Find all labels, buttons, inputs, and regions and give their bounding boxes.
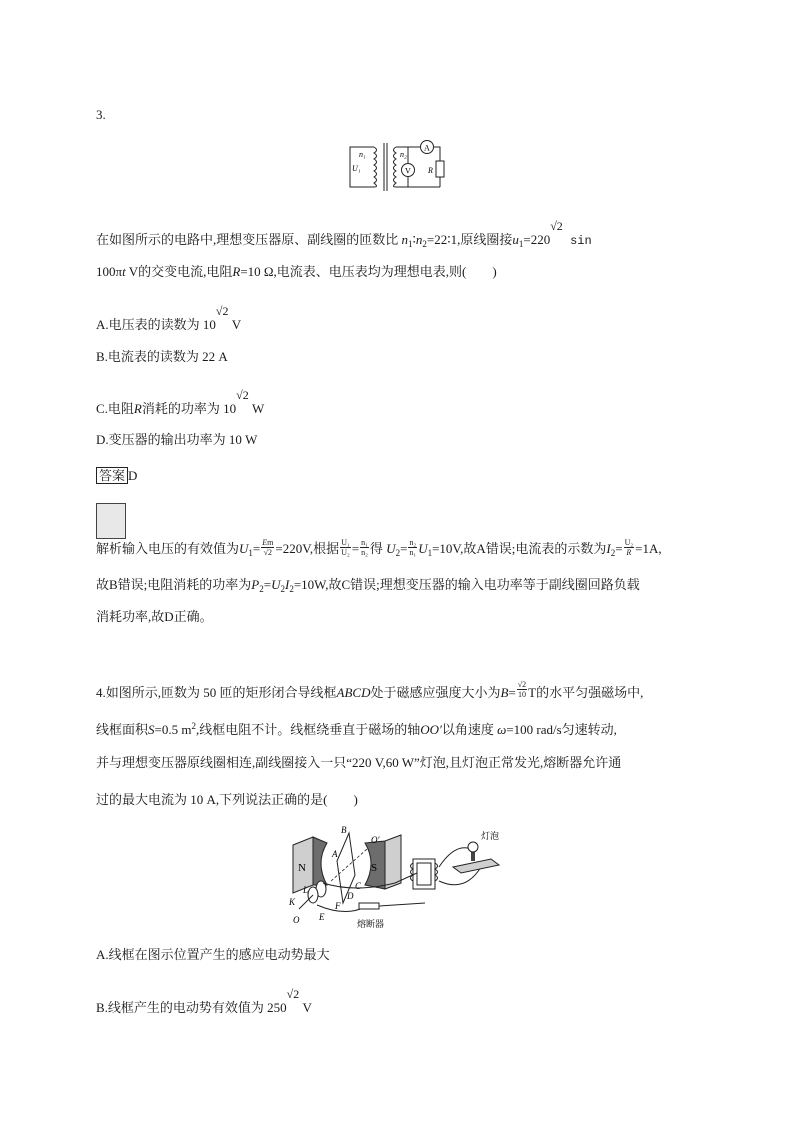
label-e: E [319, 912, 325, 922]
label-b: B [341, 825, 347, 835]
q3-option-a: A.电压表的读数为 10√2 V [96, 304, 242, 332]
answer-label: 答案 [96, 467, 128, 484]
answer-value: D [128, 468, 138, 483]
q4-stem-line1: 4.如图所示,匝数为 50 匝的矩形闭合导线框ABCD处于磁感应强度大小为B= $\frac{√2}{10}$ T的水平匀强磁场中, [96, 680, 644, 700]
label-o: O [293, 915, 300, 925]
q3-circuit-voltmeter: V [405, 166, 411, 176]
q3-circuit-diagram [344, 135, 454, 195]
q3-option-d: D.变压器的输出功率为 10 W [96, 432, 258, 447]
fuse-label: 熔断器 [357, 919, 385, 929]
q4-generator-diagram [285, 823, 510, 931]
fraction-em-over-sqrt2: $\frac{Em}{√2}$ [262, 538, 274, 557]
q3-analysis-line3: 消耗功率,故D正确。 [96, 609, 213, 624]
q3-option-c: C.电阻R消耗的功率为 10√2 W [96, 388, 265, 416]
q3-analysis-line1: 解析输入电压的有效值为$U_1=$ $\frac{Em}{√2}$ =220V,根据 $\frac{\text{U₁}}{\text{U₂}}$ = $\frac{\text{n₁}}{\text{n₂}}$ 得 $U_2=$ $\frac{\text{n₂}}{\text{n₁}}$ $U_1=10V$,故A错误;电流表的示数为$I_2=$ $\frac{\text{U₂}}{R}$ =1A, [96, 538, 662, 558]
magnet-n-label: N [298, 862, 306, 874]
q3-answer [96, 467, 137, 485]
q3-circuit-resistor-label: R [428, 166, 433, 175]
fraction-u1-over-u2: $\frac{\text{U₁}}{\text{U₂}}$ [341, 538, 350, 557]
label-o-prime: O′ [371, 835, 380, 845]
label-a: A [332, 849, 338, 859]
q3-number: 3. [96, 107, 106, 122]
q3-circuit-u1-label: U₁ [352, 164, 361, 173]
q3-circuit-ammeter: A [424, 143, 430, 153]
lamp-label: 灯泡 [481, 831, 500, 841]
q3-analysis-line2: 故B错误;电阻消耗的功率为$P_2=U_2I_2=10W$,故C错误;理想变压器的输入电功率等于副线圈回路负载 [96, 577, 640, 594]
q3-stem-line2: 100πt V的交变电流,电阻R=10 Ω,电流表、电压表均为理想电表,则( ) [96, 264, 497, 279]
fraction-sqrt2-over-10: $\frac{√2}{10}$ [517, 680, 527, 699]
label-l: L [303, 885, 309, 895]
label-d: D [347, 891, 354, 901]
q3-option-b: B.电流表的读数为 22 A [96, 349, 228, 364]
fraction-u2-over-r: $\frac{\text{U₂}}{R}$ [624, 538, 634, 557]
q3-circuit-n1-label: n₁ [359, 150, 366, 159]
sqrt2-symbol: √2 [550, 219, 563, 233]
magnet-s-label: S [371, 862, 378, 874]
fraction-n1-over-n2: $\frac{\text{n₁}}{\text{n₂}}$ [361, 538, 368, 557]
q4-stem-line3: 并与理想变压器原线圈相连,副线圈接入一只“220 V,60 W”灯泡,且灯泡正常发光,熔断器允许通 [96, 755, 622, 770]
label-k: K [289, 897, 296, 907]
analysis-marker-box [96, 503, 126, 539]
fraction-n2-over-n1: $\frac{\text{n₂}}{\text{n₁}}$ [409, 538, 417, 557]
q4-option-b: B.线框产生的电动势有效值为 250√2 V [96, 987, 312, 1015]
q4-stem-line2: 线框面积S=0.5 $m^2$,线框电阻不计。线框绕垂直于磁场的轴OO′以角速度 ω=100 rad/s匀速转动, [96, 721, 617, 737]
label-f: F [335, 901, 341, 911]
q3-circuit-n2-label: n₂ [400, 150, 407, 159]
label-c: C [355, 881, 362, 891]
q4-stem-line4: 过的最大电流为 10 A,下列说法正确的是( ) [96, 792, 358, 807]
q3-stem-line1: 在如图所示的电路中,理想变压器原、副线圈的匝数比 $n_1∶n_2=22∶1$,原线圈接$u_1=220√2$ sin [96, 219, 592, 249]
q4-option-a: A.线框在图示位置产生的感应电动势最大 [96, 947, 330, 962]
